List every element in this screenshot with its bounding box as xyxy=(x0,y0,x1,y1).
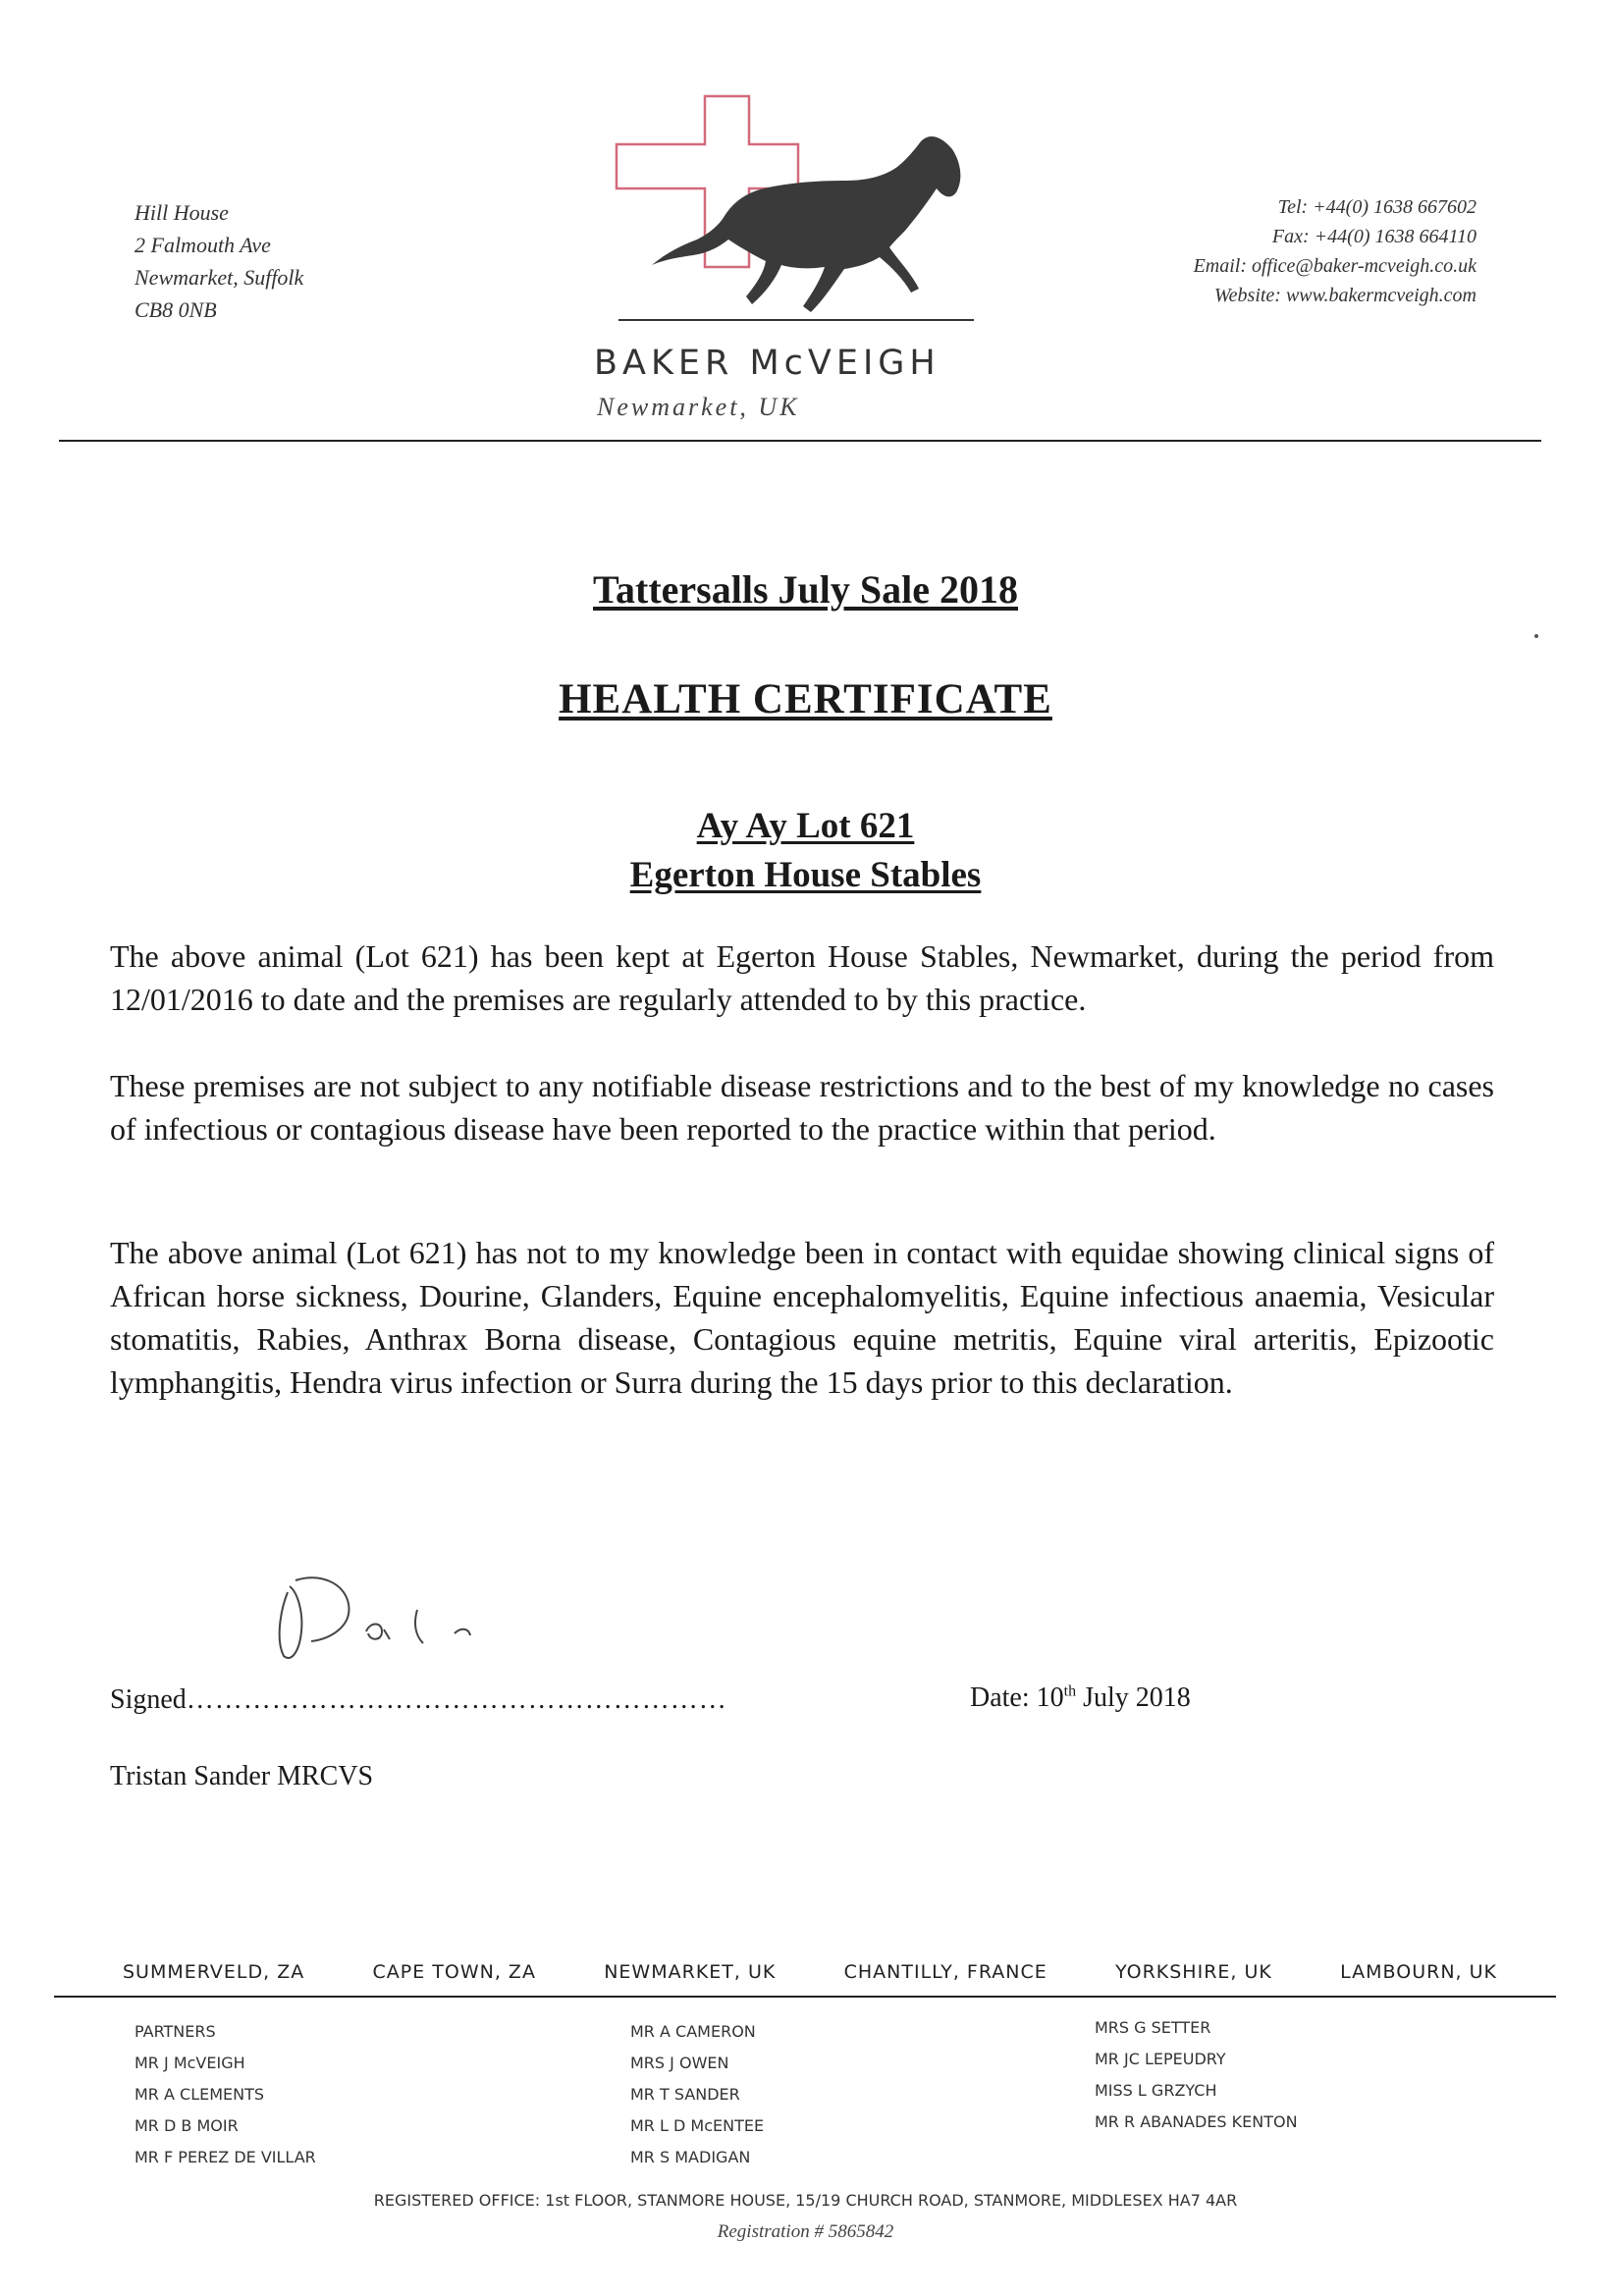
partners-column xyxy=(630,2016,764,2173)
location: NEWMARKET, UK xyxy=(604,1961,777,1983)
signed-line xyxy=(110,1684,727,1716)
address-line: 2 Falmouth Ave xyxy=(134,233,271,257)
sale-title: Tattersalls July Sale 2018 xyxy=(593,567,1018,612)
contact-email: Email: office@baker-mcveigh.co.uk xyxy=(1193,255,1477,277)
partner-name: MR A CLEMENTS xyxy=(134,2085,265,2104)
paragraph-contact: The above animal (Lot 621) has not to my knowledge been in contact with equidae showing clinical signs of African horse sickness, Dourine, Glanders, Equine encephalomyelitis, Equine infectious anaemia, Vesicular stomatitis, Rabies, Anthrax Borna disease, Contagious equine metritis, Equine viral arteritis, Epizootic lymphangitis, Hendra virus infection or Surra during the 15 days prior to this declaration. xyxy=(110,1235,1494,1400)
location: LAMBOURN, UK xyxy=(1340,1961,1497,1983)
brand-name: BAKER McVEIGH xyxy=(594,344,940,383)
lot-line: Ay Ay Lot 621 xyxy=(696,806,915,846)
date-label: Date: 10 xyxy=(970,1682,1064,1713)
address-line: Newmarket, Suffolk xyxy=(134,265,304,290)
registered-office: REGISTERED OFFICE: 1st FLOOR, STANMORE HOUSE, 15/19 CHURCH ROAD, STANMORE, MIDDLESEX HA7 4AR xyxy=(373,2191,1238,2210)
certificate-title: HEALTH CERTIFICATE xyxy=(559,676,1052,722)
partners-column xyxy=(134,2016,316,2173)
partner-name: MR T SANDER xyxy=(630,2085,740,2104)
partner-name: MRS J OWEN xyxy=(630,2054,729,2072)
partner-name: MRS G SETTER xyxy=(1095,2018,1211,2037)
paragraph-premises: The above animal (Lot 621) has been kept at Egerton House Stables, Newmarket, during the period from 12/01/2016 to date and the premises are regularly attended to by this practice. xyxy=(110,938,1494,1017)
location: CHANTILLY, FRANCE xyxy=(843,1961,1047,1983)
location: CAPE TOWN, ZA xyxy=(372,1961,536,1983)
partners-heading: PARTNERS xyxy=(134,2022,216,2041)
partner-name: MR D B MOIR xyxy=(134,2116,239,2135)
partner-name: MR L D McENTEE xyxy=(630,2116,765,2135)
partner-name: MR J McVEIGH xyxy=(134,2054,245,2072)
partner-name: MR JC LEPEUDRY xyxy=(1095,2050,1226,2068)
header-divider xyxy=(59,440,1541,442)
date-rest: July 2018 xyxy=(1076,1682,1191,1713)
address-line: Hill House xyxy=(134,200,229,225)
registration-number: Registration # 5865842 xyxy=(717,2221,894,2242)
signer-name: Tristan Sander MRCVS xyxy=(110,1761,374,1791)
stables-line: Egerton House Stables xyxy=(629,855,982,895)
contact-fax: Fax: +44(0) 1638 664110 xyxy=(1271,226,1477,247)
brand-location: Newmarket, UK xyxy=(597,393,800,421)
partner-name: MR R ABANADES KENTON xyxy=(1095,2112,1298,2131)
footer-divider xyxy=(54,1996,1556,1998)
stray-mark xyxy=(1534,634,1538,638)
signed-label: Signed xyxy=(110,1684,187,1715)
paragraph-restrictions: These premises are not subject to any notifiable disease restrictions and to the best of my knowledge no cases of infectious or contagious disease have been reported to the practice within that period. xyxy=(110,1068,1494,1147)
date-suffix: th xyxy=(1063,1682,1077,1700)
contact-website: Website: www.bakermcveigh.com xyxy=(1213,285,1477,306)
location: YORKSHIRE, UK xyxy=(1115,1961,1272,1983)
contact-tel: Tel: +44(0) 1638 667602 xyxy=(1277,196,1477,218)
signature xyxy=(260,1563,555,1676)
address-block xyxy=(134,196,303,326)
office-locations xyxy=(123,1961,1497,1983)
partner-name: MISS L GRZYCH xyxy=(1095,2081,1217,2100)
contact-block xyxy=(1194,192,1477,310)
location: SUMMERVELD, ZA xyxy=(123,1961,305,1983)
partner-name: MR S MADIGAN xyxy=(630,2148,751,2166)
signature-dots: ………………………………………………… xyxy=(186,1684,727,1715)
partners-column xyxy=(1095,2012,1298,2138)
partner-name: MR F PEREZ DE VILLAR xyxy=(134,2148,316,2166)
partner-name: MR A CAMERON xyxy=(630,2022,756,2041)
date-line xyxy=(970,1682,1191,1714)
address-line: CB8 0NB xyxy=(134,297,217,322)
horse-icon xyxy=(652,136,960,312)
